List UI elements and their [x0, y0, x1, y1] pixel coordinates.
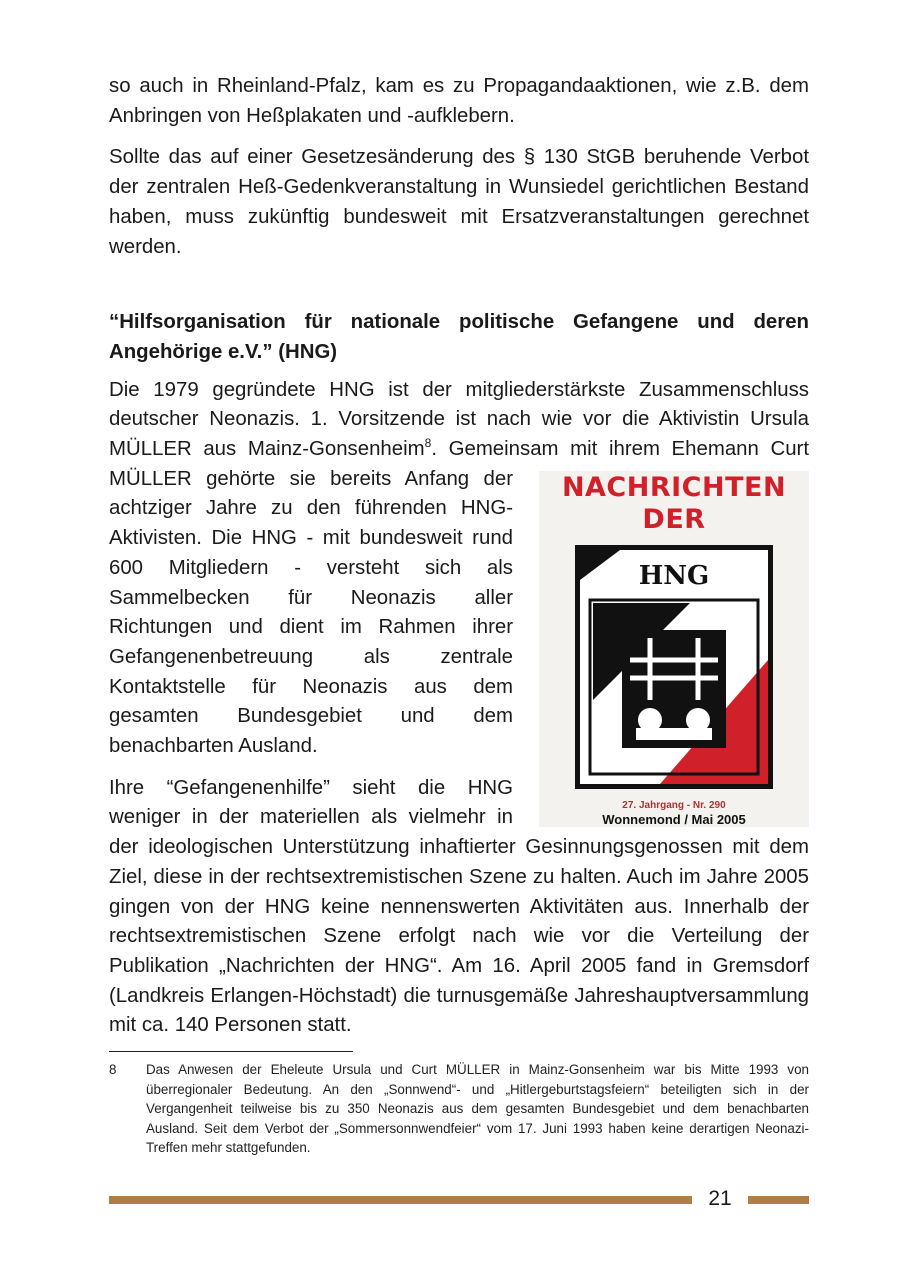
- paragraph-3-part-a: Die 1979 gegründete HNG ist der mitgliederstärkste Zusammenschluss deutscher Neonazis. 1. Vorsitzende ist nach wie vor die Aktivistin Ursula MÜLLER aus Mainz-Gonsenheim: [109, 378, 809, 461]
- footnote-text: Das Anwesen der Eheleute Ursula und Curt MÜLLER in Mainz-Gonsenheim war bis Mitte 1993 von überregionaler Bedeutung. An den „Sonnwend“- und „Hitlergeburtstagsfeiern“ beteiligten sich in der Vergangenheit teilweise bis zu 350 Neonazis aus dem gesamten Bundesgebiet und dem benachbarten Ausland. Seit dem Verbot der „Sommersonnwendfeier“ vom 17. Juni 1993 haben keine derartigen Neonazi-Treffen mehr stattgefunden.: [146, 1062, 809, 1156]
- cover-date: Wonnemond / Mai 2005: [602, 811, 746, 827]
- footer-bar-left: [109, 1196, 692, 1204]
- paragraph-2: Sollte das auf einer Gesetzesänderung des § 130 StGB beruhende Verbot der zentralen Heß-Gedenkveranstaltung in Wunsiedel gerichtlichen Bestand haben, muss zukünftig bundesweit mit Ersatzveranstaltungen gerechnet werden.: [109, 146, 809, 258]
- footnote-divider: [109, 1051, 353, 1052]
- cover-title-line-1: NACHRICHTEN: [561, 471, 787, 503]
- page-content: [109, 72, 809, 1041]
- section-heading: “Hilfsorganisation für nationale politische Gefangene und deren Angehörige e.V.” (HNG): [109, 311, 809, 363]
- footnote-reference[interactable]: 8: [424, 436, 432, 451]
- paragraph-4: Ihre “Gefangenenhilfe” sieht die HNG weniger in der materiellen als vielmehr in der ideologischen Unterstützung inhaftierter Gesinnungsgenossen mit dem Ziel, diese in der rechtsextremistischen Szene zu halten. Auch im Jahre 2005 gingen von der HNG keine nennenswerten Aktivitäten aus. Innerhalb der rechtsextremistischen Szene erfolgt nach wie vor die Verteilung der Publikation „Nachrichten der HNG“. Am 16. April 2005 fand in Gremsdorf (Landkreis Erlangen-Höchstadt) die turnusgemäße Jahreshauptversammlung mit ca. 140 Personen statt.: [109, 776, 809, 1037]
- cover-issue: 27. Jahrgang - Nr. 290: [622, 799, 726, 811]
- paragraph-3-part-b: . Gemeinsam mit ihrem Ehemann Curt: [431, 438, 809, 461]
- page-number: 21: [708, 1187, 732, 1210]
- paragraph-1: so auch in Rheinland-Pfalz, kam es zu Propagandaaktionen, wie z.B. dem Anbringen von Heßplakaten und -aufklebern.: [109, 75, 809, 127]
- newsletter-cover-image: [539, 471, 809, 827]
- footnote: [109, 1060, 809, 1158]
- paragraph-3: [109, 376, 809, 827]
- cover-emblem-frame: [575, 545, 773, 789]
- paragraph-3-part-c: MÜLLER gehörte sie bereits Anfang der achtziger Jahre zu den führenden HNG-Aktivisten. Die HNG - mit bundesweit rund 600 Mitgliedern - versteht sich als Sammelbecken für Neonazis aller Richtungen und dient im Rahmen ihrer Gefangenenbetreuung als zentrale Kontaktstelle für Neonazis aus dem gesamten Bundesgebiet und dem benachbarten Ausland.: [109, 467, 513, 758]
- footer-bar-right: [748, 1196, 809, 1204]
- cover-emblem-text: HNG: [638, 560, 710, 591]
- footnote-number: 8: [109, 1062, 117, 1077]
- cover-title-line-2: DER: [642, 503, 706, 535]
